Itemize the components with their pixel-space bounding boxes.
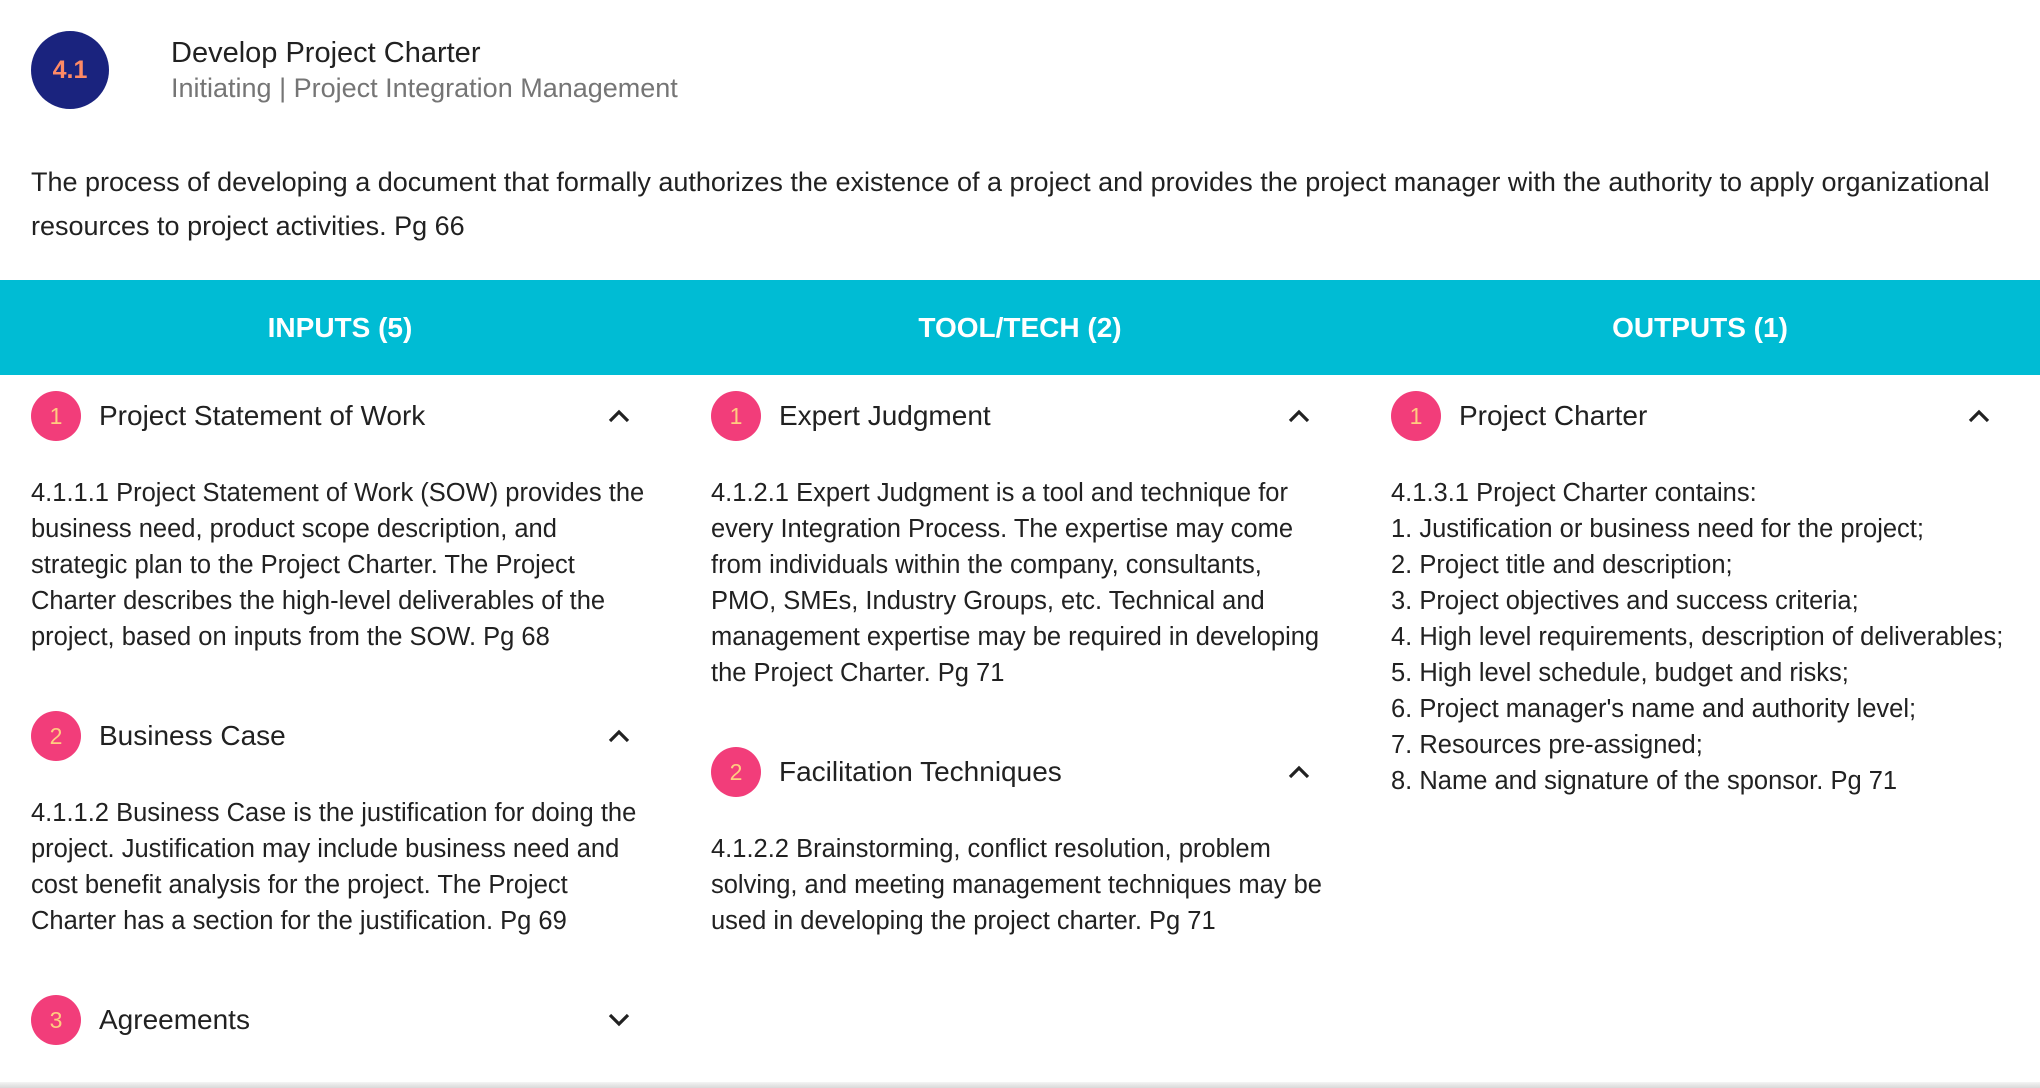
item-title: Project Statement of Work (99, 400, 426, 431)
accordion-header[interactable] (1391, 375, 2009, 457)
body-line: 8. Name and signature of the sponsor. Pg 71 (1391, 767, 1898, 795)
item-number-badge: 2 (711, 747, 761, 797)
item-number-badge: 1 (31, 391, 81, 441)
chevron-up-icon[interactable] (1285, 402, 1313, 430)
item-body: 4.1.2.1 Expert Judgment is a tool and technique for every Integration Process. The expertise may come from individuals within the company, consultants, PMO, SMEs, Industry Groups, etc. Technical and management expertise may be required in developing the Project Charter. Pg 71 (711, 479, 1320, 687)
process-title: Develop Project Charter (171, 37, 481, 69)
output-item-project-charter (1391, 375, 2009, 839)
item-title: Agreements (99, 1004, 250, 1035)
input-item-sow (31, 375, 649, 695)
card-bottom-shadow (0, 1082, 2040, 1088)
item-title: Business Case (99, 720, 286, 751)
accordion-header[interactable] (31, 695, 649, 777)
body-line: 6. Project manager's name and authority level; (1391, 695, 1917, 723)
process-titles (171, 35, 678, 105)
item-number-badge: 1 (711, 391, 761, 441)
ito-header-band (0, 280, 2040, 375)
chevron-up-icon[interactable] (605, 402, 633, 430)
tool-item-facilitation (711, 731, 1329, 979)
chevron-down-icon[interactable] (605, 1006, 633, 1034)
body-line: 4.1.3.1 Project Charter contains: (1391, 479, 1757, 507)
process-description: The process of developing a document that formally authorizes the existence of a project and provides the project manager with the authority to apply organizational resources to project activities. Pg 66 (31, 167, 1990, 241)
process-header (31, 31, 678, 109)
body-line: 5. High level schedule, budget and risks; (1391, 659, 1849, 687)
accordion-header[interactable] (31, 375, 649, 457)
chevron-up-icon[interactable] (1965, 402, 1993, 430)
inputs-column (0, 375, 680, 1061)
process-number-badge: 4.1 (31, 31, 109, 109)
item-body: 4.1.1.1 Project Statement of Work (SOW) provides the business need, product scope description, and strategic plan to the Project Charter. The Project Charter describes the high-level deliverables of the project, based on inputs from the SOW. Pg 68 (31, 479, 645, 651)
item-number-badge: 2 (31, 711, 81, 761)
item-body: 4.1.1.2 Business Case is the justification for doing the project. Justification may include business need and cost benefit analysis for the project. The Project Charter has a section for the justification. Pg 69 (31, 799, 637, 935)
accordion-header[interactable] (711, 731, 1329, 813)
input-item-business-case (31, 695, 649, 979)
chevron-up-icon[interactable] (605, 722, 633, 750)
input-item-agreements (31, 979, 649, 1061)
item-title: Expert Judgment (779, 400, 991, 431)
process-subtitle: Initiating | Project Integration Management (171, 73, 678, 103)
body-line: 1. Justification or business need for the project; (1391, 515, 1924, 543)
item-title: Facilitation Techniques (779, 756, 1062, 787)
inputs-header: INPUTS (5) (267, 311, 413, 343)
tools-header: TOOL/TECH (2) (918, 311, 1122, 343)
tools-column (680, 375, 1360, 1061)
ito-columns (0, 375, 2040, 1061)
body-line: 3. Project objectives and success criteria; (1391, 587, 1859, 615)
accordion-header[interactable] (711, 375, 1329, 457)
item-number-badge: 1 (1391, 391, 1441, 441)
chevron-up-icon[interactable] (1285, 758, 1313, 786)
outputs-column (1360, 375, 2040, 1061)
tool-item-expert-judgment (711, 375, 1329, 731)
body-line: 2. Project title and description; (1391, 551, 1733, 579)
body-line: 4. High level requirements, description of deliverables; (1391, 623, 2004, 651)
outputs-header: OUTPUTS (1) (1612, 311, 1788, 343)
item-body: 4.1.2.2 Brainstorming, conflict resolution, problem solving, and meeting management techniques may be used in developing the project charter. Pg 71 (711, 835, 1322, 935)
item-body (1391, 457, 2009, 839)
item-title: Project Charter (1459, 400, 1648, 431)
body-line: 7. Resources pre-assigned; (1391, 731, 1703, 759)
accordion-header[interactable] (31, 979, 649, 1061)
item-number-badge: 3 (31, 995, 81, 1045)
